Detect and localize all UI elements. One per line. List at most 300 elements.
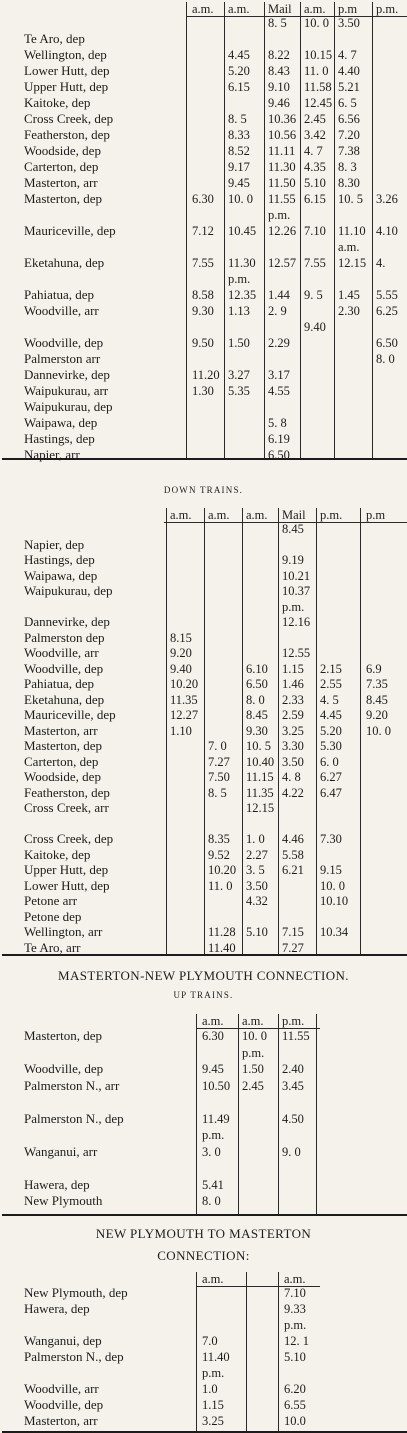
time-cell: 8. 5 (268, 16, 287, 30)
time-cell: 11.30 (228, 256, 256, 270)
table-row (20, 941, 407, 955)
table-row (20, 1318, 407, 1332)
column-rule (278, 1272, 279, 1431)
time-cell: p.m. (268, 208, 291, 222)
station-name: Hastings, dep (24, 431, 95, 446)
station-name: Upper Hutt, dep (24, 79, 109, 94)
masterton-new-plymouth-table (20, 1014, 407, 1214)
station-name: Woodville, dep (24, 1397, 104, 1412)
time-cell: 7.27 (208, 754, 230, 769)
time-cell: 10.34 (320, 925, 349, 939)
time-cell: 2. 9 (268, 304, 287, 318)
column-rule (334, 2, 335, 458)
time-cell: 4.40 (338, 64, 360, 78)
station-name: Waipukurau, dep (24, 583, 113, 598)
time-cell: 6. 0 (320, 754, 339, 769)
time-cell: 4.55 (268, 384, 290, 398)
table-row (20, 1095, 407, 1109)
time-cell: 9.52 (208, 847, 230, 862)
time-cell: 7.55 (304, 256, 326, 270)
table-row (20, 910, 407, 924)
table-row (20, 708, 407, 722)
time-cell: 4. (376, 256, 386, 270)
time-cell: 1.50 (228, 336, 250, 350)
time-cell: 3.50 (282, 754, 304, 769)
time-cell: 1.10 (170, 723, 192, 738)
table-row (20, 755, 407, 769)
table-row (20, 1079, 407, 1093)
table-row (20, 522, 407, 536)
station-name: Napier, arr (24, 447, 80, 462)
time-cell: 5.30 (320, 739, 342, 753)
station-name: Palmerston dep (24, 629, 105, 645)
station-name: Masterton, dep (24, 738, 102, 753)
station-name: Palmerston arr (24, 351, 101, 366)
time-cell: 9.46 (268, 96, 290, 110)
time-cell: 7.20 (338, 128, 360, 142)
time-cell: 8.58 (192, 288, 214, 302)
time-cell: 1.45 (338, 288, 360, 302)
time-cell: 7.10 (304, 224, 326, 238)
time-cell: 5.21 (338, 80, 360, 94)
header-row (20, 1014, 407, 1028)
time-cell: 2.27 (246, 847, 268, 862)
time-cell: 4. 5 (320, 692, 339, 707)
station-name: Hawera, dep (24, 1176, 90, 1192)
time-cell: 4. 8 (282, 770, 301, 784)
time-cell: 10.0 (284, 1414, 306, 1428)
column-header: a.m. (304, 2, 326, 16)
time-cell: 8.30 (338, 176, 360, 190)
time-cell: 5.41 (202, 1177, 224, 1192)
station-name: Mauriceville, dep (24, 223, 116, 238)
time-cell: 5.10 (246, 925, 268, 939)
time-cell: 11.28 (208, 925, 236, 939)
column-rule (372, 2, 373, 458)
time-cell: 6.30 (202, 1029, 224, 1043)
time-cell: 8.43 (268, 64, 290, 78)
time-cell: 5.10 (304, 176, 326, 190)
time-cell: 2.33 (282, 692, 304, 707)
time-cell: 9.45 (202, 1062, 224, 1076)
masterton-new-plymouth-title: MASTERTON-NEW PLYMOUTH CONNECTION. (58, 968, 349, 983)
time-cell: 12.26 (268, 224, 297, 238)
table-row (20, 600, 407, 614)
time-cell: 4.50 (282, 1111, 304, 1126)
time-cell: 12.15 (338, 256, 367, 270)
time-cell: 4.45 (320, 708, 342, 722)
time-cell: 1.0 (202, 1382, 218, 1396)
time-cell: 6.50 (268, 448, 290, 462)
time-cell: 3.42 (304, 128, 326, 142)
table-row (20, 32, 407, 46)
table-row (20, 538, 407, 552)
station-name: Waipukurau, arr (24, 383, 109, 398)
column-header: a.m. (228, 2, 250, 16)
station-name: Woodville, dep (24, 660, 104, 676)
time-cell: 8.35 (208, 832, 230, 846)
time-cell: 5.55 (376, 288, 398, 302)
table-row (20, 16, 407, 30)
time-cell: 6. 5 (338, 96, 357, 110)
time-cell: p.m. (282, 599, 305, 614)
time-cell: 6.55 (284, 1398, 306, 1412)
time-cell: 10.21 (282, 568, 311, 583)
time-cell: 2.45 (304, 112, 326, 126)
time-cell: 11.50 (268, 176, 296, 190)
time-cell: 10.37 (282, 584, 311, 598)
time-cell: 5.35 (228, 384, 250, 398)
table-row (20, 64, 407, 78)
time-cell: 6.56 (338, 112, 360, 126)
time-cell: 10. 5 (338, 192, 363, 206)
time-cell: 6.25 (376, 304, 398, 318)
time-cell: 7.30 (320, 832, 342, 846)
time-cell: 7. 0 (208, 739, 227, 753)
station-name: Kaitoke, dep (24, 846, 91, 862)
section-bottom-rule (2, 458, 407, 460)
table-row (20, 1302, 407, 1316)
time-cell: 8.45 (282, 522, 304, 536)
time-cell: 3.50 (246, 878, 268, 893)
time-cell: 10. 0 (242, 1029, 267, 1043)
time-cell: 3. 5 (246, 863, 265, 877)
time-cell: 10.20 (208, 863, 237, 877)
table-row (20, 160, 407, 174)
station-name: Upper Hutt, dep (24, 862, 109, 877)
time-cell: 1.50 (242, 1062, 264, 1076)
time-cell: 12.16 (282, 615, 311, 629)
time-cell: 10.10 (320, 894, 349, 908)
time-cell: 7.50 (208, 770, 230, 784)
station-name: Carterton, dep (24, 159, 99, 174)
time-cell: 1.15 (282, 661, 304, 676)
time-cell: 6.30 (192, 192, 214, 206)
time-cell: 4.32 (246, 894, 268, 908)
station-name: Eketahuna, dep (24, 691, 105, 707)
column-header: Mail (268, 2, 292, 16)
time-cell: 3.27 (228, 368, 250, 382)
time-cell: 11.58 (304, 80, 332, 94)
station-name: Petone arr (24, 893, 78, 908)
column-rule (196, 1014, 197, 1214)
table-row (20, 48, 407, 62)
station-name: Petone dep (24, 908, 82, 924)
time-cell: 2.40 (282, 1062, 304, 1076)
table-row (20, 192, 407, 206)
time-cell: 12.15 (246, 801, 275, 815)
time-cell: 10.20 (170, 677, 199, 691)
time-cell: 8.45 (246, 708, 268, 722)
time-cell: 9.33 (284, 1302, 306, 1316)
station-name: Kaitoke, dep (24, 95, 91, 110)
time-cell: 9.15 (320, 863, 342, 877)
time-cell: 7.15 (282, 925, 304, 939)
time-cell: 3. 0 (202, 1144, 221, 1159)
table-row (20, 272, 407, 286)
table-row (20, 384, 407, 398)
time-cell: 10. 0 (304, 16, 329, 30)
table-row (20, 304, 407, 318)
time-cell: 11.30 (268, 160, 296, 174)
time-cell: 10. 0 (228, 192, 253, 206)
table-row (20, 96, 407, 110)
time-cell: 2.15 (320, 661, 342, 676)
table-row (20, 832, 407, 846)
time-cell: 4. 7 (338, 48, 357, 62)
time-cell: 2.29 (268, 336, 290, 350)
station-name: Te Aro, dep (24, 31, 85, 46)
time-cell: 1.46 (282, 677, 304, 691)
time-cell: 11.35 (246, 785, 274, 800)
station-name: Masterton, dep (24, 191, 102, 206)
column-header: p.m (338, 2, 358, 16)
column-rule (278, 508, 279, 954)
time-cell: 1.44 (268, 288, 290, 302)
station-name: Lower Hutt, dep (24, 877, 110, 893)
station-name: Hastings, dep (24, 552, 95, 567)
time-cell: p.m. (202, 1128, 225, 1142)
table-row (20, 925, 407, 939)
time-cell: 9.45 (228, 176, 250, 190)
station-name: Palmerston N., arr (24, 1077, 120, 1093)
column-rule (186, 2, 187, 458)
time-cell: 7.27 (282, 940, 304, 955)
station-name: Woodville, arr (24, 645, 99, 660)
time-cell: 5. 8 (268, 416, 287, 430)
time-cell: 11.49 (202, 1111, 230, 1126)
header-row (20, 508, 407, 522)
time-cell: p.m. (242, 1045, 265, 1060)
table-row (20, 208, 407, 222)
column-rule (224, 2, 225, 458)
table-row (20, 1286, 407, 1300)
time-cell: 8. 0 (246, 692, 265, 707)
table-row (20, 224, 407, 238)
time-cell: 12.45 (304, 96, 333, 110)
time-cell: 11. 0 (304, 64, 329, 78)
time-cell: 9.19 (282, 553, 304, 567)
column-rule (246, 1272, 247, 1431)
time-cell: 2.45 (242, 1078, 264, 1093)
time-cell: 4. 7 (304, 144, 323, 158)
station-name: Eketahuna, dep (24, 255, 105, 270)
time-cell: 8. 0 (202, 1194, 221, 1208)
time-cell: 9.40 (304, 320, 326, 334)
time-cell: 6.20 (284, 1382, 306, 1396)
station-name: Carterton, dep (24, 753, 99, 769)
table-row (20, 786, 407, 800)
time-cell: 5.20 (320, 723, 342, 738)
time-cell: 11.55 (282, 1029, 310, 1043)
station-name: Woodville, arr (24, 303, 99, 318)
station-name: Masterton, arr (24, 175, 98, 190)
column-rule (242, 508, 243, 954)
station-name: Napier, dep (24, 536, 85, 552)
time-cell: p.m. (202, 1366, 225, 1380)
time-cell: 9.40 (170, 661, 192, 676)
table-row (20, 1382, 407, 1396)
time-cell: 6.50 (376, 336, 398, 350)
time-cell: 8.45 (366, 692, 388, 707)
table-row (20, 128, 407, 142)
station-name: Waipawa, dep (24, 567, 98, 583)
time-cell: 9.20 (170, 646, 192, 660)
station-name: Woodside, dep (24, 143, 101, 158)
station-name: Woodside, dep (24, 769, 101, 784)
station-name: Dannevirke, dep (24, 367, 110, 382)
time-cell: 6.10 (246, 661, 268, 676)
time-cell: 9.17 (228, 160, 250, 174)
column-header: p.m. (320, 508, 343, 522)
station-name: Palmerston N., dep (24, 1349, 124, 1364)
time-cell: 9.30 (192, 304, 214, 318)
station-name: Masterton, arr (24, 722, 98, 738)
time-cell: 3.26 (376, 192, 398, 206)
column-header: p.m. (376, 2, 399, 16)
station-name: Woodville, arr (24, 1381, 99, 1396)
column-header: a.m. (202, 1272, 224, 1286)
table-row (20, 1145, 407, 1159)
column-header: Mail (282, 508, 306, 522)
table-row (20, 693, 407, 707)
column-header: a.m. (246, 508, 268, 522)
table-row (20, 1334, 407, 1348)
table-row (20, 176, 407, 190)
station-name: Te Aro, arr (24, 939, 81, 955)
time-cell: 6.9 (366, 661, 382, 676)
column-rule (360, 508, 361, 954)
column-rule (204, 508, 205, 954)
station-name: New Plymouth, dep (24, 1285, 128, 1300)
down-trains-table (20, 508, 407, 958)
time-cell: 6.15 (304, 192, 326, 206)
table-row (20, 1161, 407, 1175)
time-cell: 8.22 (268, 48, 290, 62)
table-row (20, 770, 407, 784)
time-cell: 1.15 (202, 1398, 224, 1412)
header-row (20, 2, 407, 16)
column-rule (264, 2, 265, 458)
column-header: a.m. (202, 1014, 224, 1028)
station-name: Wanganui, arr (24, 1143, 98, 1159)
column-rule (316, 1014, 317, 1214)
table-row (20, 863, 407, 877)
time-cell: 10. 5 (246, 739, 271, 753)
time-cell: 9.20 (366, 708, 388, 722)
column-rule (316, 508, 317, 954)
time-cell: 5.20 (228, 64, 250, 78)
table-row (20, 1194, 407, 1208)
table-row (20, 894, 407, 908)
time-cell: 7.0 (202, 1334, 218, 1348)
time-cell: 3.25 (282, 723, 304, 738)
station-name: Wellington, arr (24, 924, 103, 939)
time-cell: 4.10 (376, 224, 398, 238)
station-name: Cross Creek, arr (24, 800, 109, 815)
time-cell: 12.55 (282, 646, 311, 660)
time-cell: 5.58 (282, 847, 304, 862)
time-cell: 7.12 (192, 224, 214, 238)
table-row (20, 801, 407, 815)
column-header: a.m. (170, 508, 192, 522)
column-header: a.m. (192, 2, 214, 16)
section-bottom-rule (2, 1214, 407, 1216)
time-cell: 7.35 (366, 677, 388, 691)
time-cell: 8. 3 (338, 160, 357, 174)
time-cell: 6.47 (320, 785, 342, 800)
time-cell: 7.55 (192, 256, 214, 270)
column-rule (278, 1014, 279, 1214)
time-cell: 6.50 (246, 677, 268, 691)
time-cell: 10.15 (304, 48, 333, 62)
time-cell: 2.55 (320, 677, 342, 691)
station-name: Featherston, dep (24, 784, 110, 800)
column-rule (300, 2, 301, 458)
time-cell: 11.40 (202, 1350, 230, 1364)
station-name: Woodville, dep (24, 335, 104, 350)
time-cell: 10.50 (202, 1078, 231, 1093)
station-name: Waipukurau, dep (24, 399, 113, 414)
time-cell: 8. 0 (376, 352, 395, 366)
table-row (20, 879, 407, 893)
table-row (20, 416, 407, 430)
table-row (20, 615, 407, 629)
time-cell: 12.27 (170, 708, 199, 722)
table-row (20, 240, 407, 254)
table-row (20, 1029, 407, 1043)
station-name: Palmerston N., dep (24, 1110, 124, 1126)
time-cell: 10.36 (268, 112, 297, 126)
time-cell: 3.30 (282, 739, 304, 753)
time-cell: 11.40 (208, 940, 236, 955)
time-cell: 4.46 (282, 832, 304, 846)
time-cell: 12.57 (268, 256, 297, 270)
time-cell: 10. 0 (320, 878, 345, 893)
table-row (20, 848, 407, 862)
station-name: Cross Creek, dep (24, 111, 114, 126)
table-row (20, 553, 407, 567)
time-cell: 11. 0 (208, 878, 233, 893)
table-row (20, 584, 407, 598)
table-row (20, 320, 407, 334)
table-row (20, 1414, 407, 1428)
table-row (20, 288, 407, 302)
up-trains-table (20, 2, 407, 462)
time-cell: 3.25 (202, 1414, 224, 1428)
time-cell: 3.50 (338, 16, 360, 30)
time-cell: 7.10 (284, 1286, 306, 1300)
time-cell: 1.30 (192, 384, 214, 398)
time-cell: 9. 5 (304, 288, 323, 302)
time-cell: 9.30 (246, 723, 268, 738)
time-cell: 4.22 (282, 785, 304, 800)
table-row (20, 256, 407, 270)
table-row (20, 569, 407, 583)
station-name: Dannevirke, dep (24, 614, 110, 629)
time-cell: 6.27 (320, 770, 342, 784)
station-name: Featherston, dep (24, 127, 110, 142)
masterton-new-plymouth-subtitle: UP TRAINS. (173, 990, 234, 1000)
table-row (20, 1366, 407, 1380)
table-row (20, 677, 407, 691)
new-plymouth-masterton-subtitle: CONNECTION: (157, 1248, 250, 1263)
table-row (20, 400, 407, 414)
column-rule (238, 1014, 239, 1214)
time-cell: 8.52 (228, 144, 250, 158)
time-cell: 9. 0 (282, 1144, 301, 1159)
header-row (20, 1272, 407, 1286)
